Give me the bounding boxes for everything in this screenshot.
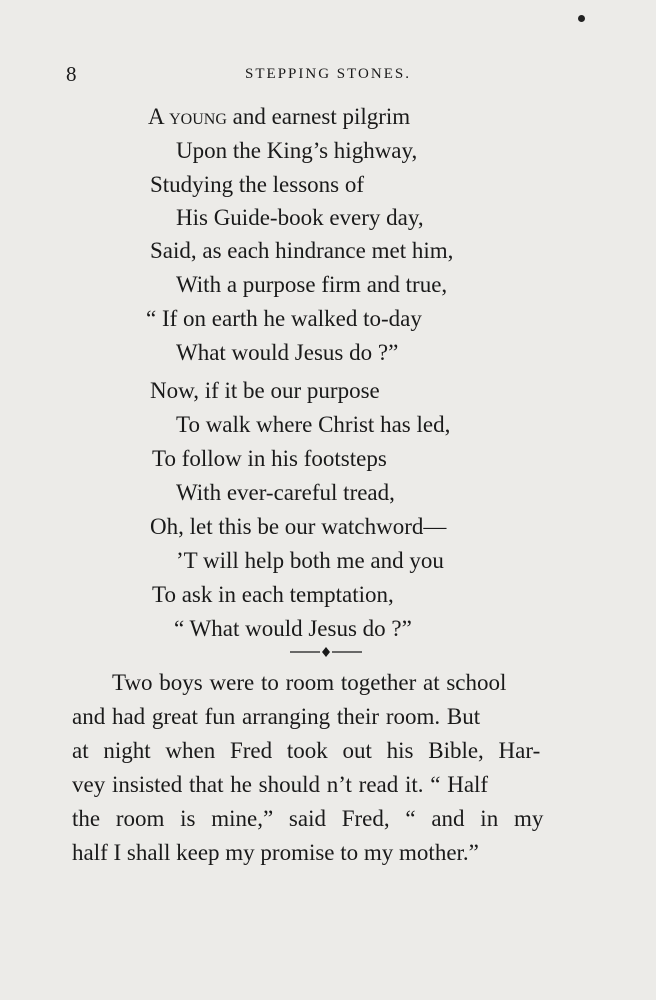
poem-line: Now, if it be our purpose (150, 378, 380, 403)
ornamental-divider (288, 644, 364, 660)
poem-line: To walk where Christ has led, (176, 412, 451, 437)
poem-line: His Guide-book every day, (176, 205, 424, 230)
poem-line: ’T will help both me and you (176, 548, 444, 573)
poem-line: With a purpose firm and true, (176, 272, 448, 297)
poem-line: What would Jesus do ?” (176, 340, 399, 365)
poem-line: With ever-careful tread, (176, 480, 395, 505)
prose-line: the room is mine,” said Fred, “ and in my (72, 806, 544, 831)
poem-line: “ What would Jesus do ?” (174, 616, 412, 641)
poem-line: Oh, let this be our watchword— (150, 514, 447, 539)
prose-line: vey insisted that he should n’t read it. “ Half (72, 772, 489, 797)
poem-line: Upon the King’s highway, (176, 138, 418, 163)
poem-line: Said, as each hindrance met him, (150, 238, 454, 263)
poem-line (148, 104, 410, 130)
running-title: STEPPING STONES. (245, 66, 411, 82)
poem-line: To follow in his footsteps (152, 446, 387, 471)
poem-line: “ If on earth he walked to-day (146, 306, 422, 331)
poem-initial: A (148, 104, 164, 129)
poem-line-rest: and earnest pilgrim (226, 104, 411, 129)
poem-line: Studying the lessons of (150, 172, 365, 197)
page-header (0, 62, 656, 90)
poem-line: To ask in each temptation, (152, 582, 394, 607)
prose-line: Two boys were to room together at school (112, 670, 507, 695)
prose-line: half I shall keep my promise to my mother.” (72, 840, 479, 865)
poem-small-caps: young (169, 104, 227, 129)
prose-line: at night when Fred took out his Bible, Har- (72, 738, 541, 763)
page-number: 8 (66, 62, 77, 86)
prose-line: and had great fun arranging their room. But (72, 704, 481, 729)
ink-speck (578, 15, 585, 22)
